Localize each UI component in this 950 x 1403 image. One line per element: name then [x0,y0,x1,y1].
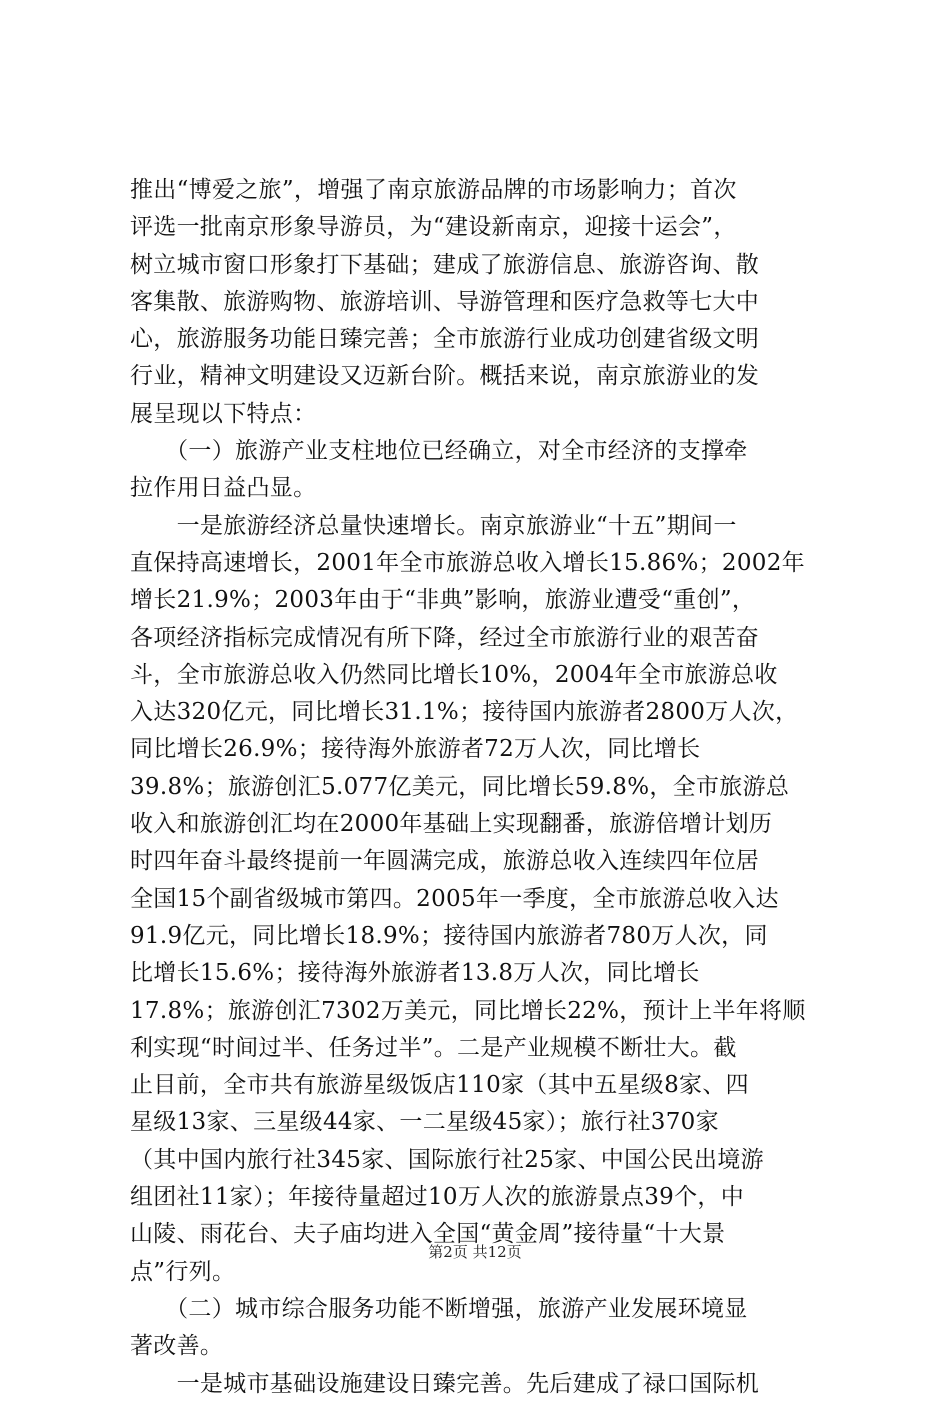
text-line: 止目前，全市共有旅游星级饭店110家（其中五星级8家、四 [130,1072,749,1099]
text-line: 心，旅游服务功能日臻完善；全市旅游行业成功创建省级文明 [130,326,760,353]
text-line: 一是旅游经济总量快速增长。南京旅游业“十五”期间一 [130,512,737,539]
text-line: 同比增长26.9%；接待海外旅游者72万人次，同比增长 [130,736,701,763]
text-line: 比增长15.6%；接待海外旅游者13.8万人次，同比增长 [130,960,700,987]
text-line: 山陵、雨花台、夫子庙均进入全国“黄金周”接待量“十大景 [130,1221,726,1248]
text-line: 91.9亿元，同比增长18.9%；接待国内旅游者780万人次，同 [130,922,768,949]
text-line: 斗，全市旅游总收入仍然同比增长10%，2004年全市旅游总收 [130,661,778,688]
text-line: 点”行列。 [130,1258,236,1285]
text-line: 展呈现以下特点： [130,400,317,427]
text-line: 收入和旅游创汇均在2000年基础上实现翻番，旅游倍增计划历 [130,811,773,838]
section-heading-line: （二）城市综合服务功能不断增强，旅游产业发展环境显 [130,1295,748,1322]
text-line: 评选一批南京形象导游员，为“建设新南京，迎接十运会”， [130,214,737,241]
text-line: 客集散、旅游购物、旅游培训、导游管理和医疗急救等七大中 [130,288,760,315]
text-line: 推出“博爱之旅”，增强了南京旅游品牌的市场影响力；首次 [130,177,737,203]
text-line: 17.8%；旅游创汇7302万美元，同比增长22%，预计上半年将顺 [130,997,806,1024]
text-line: 一是城市基础设施建设日臻完善。先后建成了禄口国际机 [130,1370,760,1397]
text-line: 组团社11家）；年接待量超过10万人次的旅游景点39个，中 [130,1184,744,1211]
text-line: 入达320亿元，同比增长31.1%；接待国内旅游者2800万人次， [130,699,799,726]
text-line: 增长21.9%；2003年由于“非典”影响，旅游业遭受“重创”， [130,587,756,614]
page-number-footer: 第2页 共12页 [428,1243,522,1261]
text-line: 直保持高速增长，2001年全市旅游总收入增长15.86%；2002年 [130,549,805,576]
section-heading-line: （一）旅游产业支柱地位已经确立，对全市经济的支撑牵 [130,438,748,465]
body-text [130,172,822,1403]
text-line: 利实现“时间过半、任务过半”。二是产业规模不断壮大。截 [130,1034,737,1061]
text-line: 39.8%；旅游创汇5.077亿美元，同比增长59.8%，全市旅游总 [130,773,790,800]
text-line: 行业，精神文明建设又迈新台阶。概括来说，南京旅游业的发 [130,363,760,390]
text-line: 时四年奋斗最终提前一年圆满完成，旅游总收入连续四年位居 [130,848,760,875]
text-line: 星级13家、三星级44家、一二星级45家）；旅行社370家 [130,1109,719,1136]
text-line: （其中国内旅行社345家、国际旅行社25家、中国公民出境游 [130,1146,764,1173]
text-line: 各项经济指标完成情况有所下降，经过全市旅游行业的艰苦奋 [130,624,760,651]
text-line: 全国15个副省级城市第四。2005年一季度，全市旅游总收入达 [130,885,779,912]
section-heading-line: 著改善。 [130,1333,224,1360]
text-line: 树立城市窗口形象打下基础；建成了旅游信息、旅游咨询、散 [130,251,760,278]
section-heading-line: 拉作用日益凸显。 [130,475,317,502]
